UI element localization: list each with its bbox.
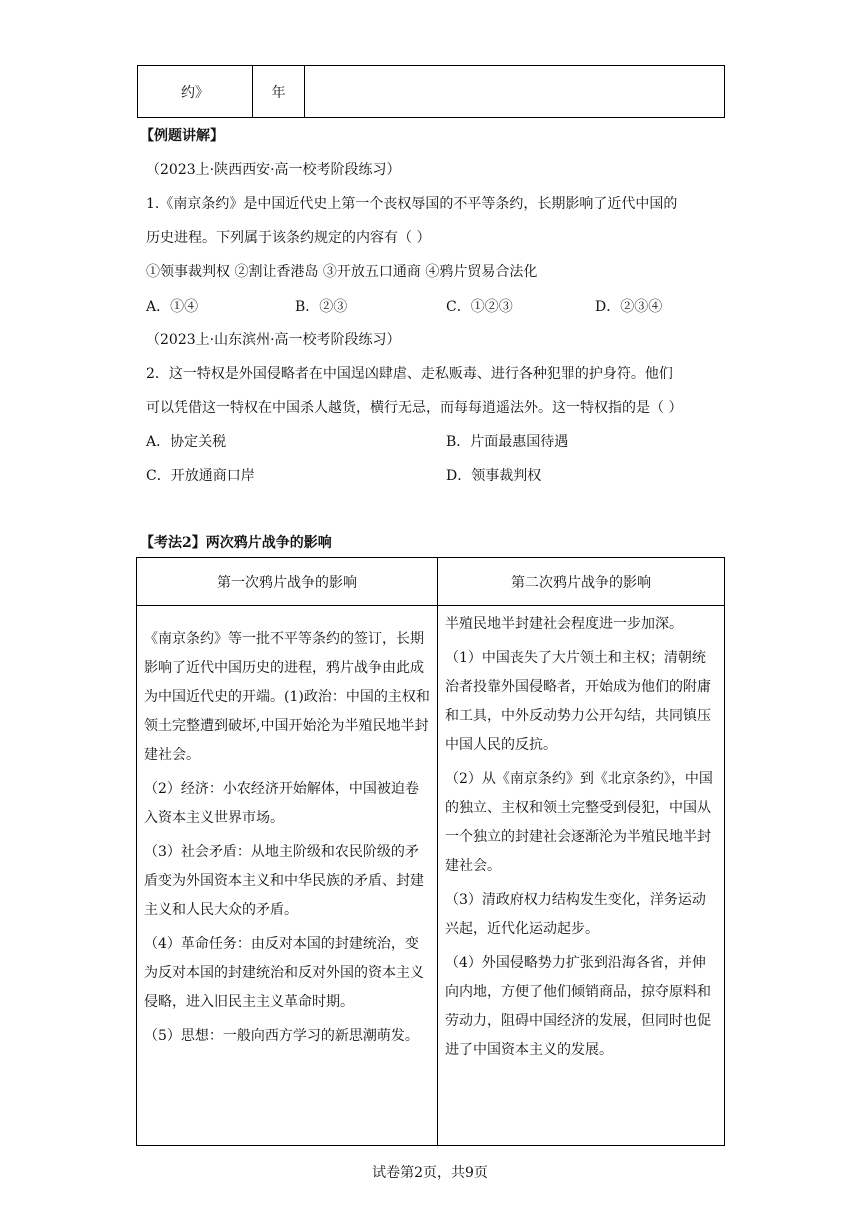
col2-paragraph: （1）中国丧失了大片领土和主权；清朝统治者投靠外国侵略者，开始成为他们的附庸和工具，中外反动势力公开勾结，共同镇压中国人民的反抗。 <box>445 650 711 753</box>
q2-option-c: C．开放通商口岸 <box>146 468 255 484</box>
top-table-cell-2: 年 <box>253 66 305 118</box>
section2-heading: 【考法2】两次鸦片战争的影响 <box>140 535 332 551</box>
col1-paragraph: （3）社会矛盾：从地主阶级和农民阶级的矛盾变为外国资本主义和中华民族的矛盾、封建主义和人民大众的矛盾。 <box>144 844 424 918</box>
col1-header: 第一次鸦片战争的影响 <box>137 558 438 606</box>
top-table-fragment <box>137 65 725 118</box>
page-footer: 试卷第2页，共9页 <box>372 1165 488 1181</box>
col2-header: 第二次鸦片战争的影响 <box>438 558 725 606</box>
q1-source: （2023上·陕西西安·高一校考阶段练习） <box>146 162 401 178</box>
q2-option-a: A．协定关税 <box>146 434 227 450</box>
q2-source: （2023上·山东滨州·高一校考阶段练习） <box>146 332 401 348</box>
q1-items: ①领事裁判权 ②割让香港岛 ③开放五口通商 ④鸦片贸易合法化 <box>146 264 538 280</box>
col1-paragraph: （5）思想：一般向西方学习的新思潮萌发。 <box>144 1028 419 1044</box>
col2-paragraph: （2）从《南京条约》到《北京条约》，中国的独立、主权和领土完整受到侵犯，中国从一个独立的封建社会逐渐沦为半殖民地半封建社会。 <box>445 771 713 874</box>
col2-paragraph: （4）外国侵略势力扩张到沿海各省，并伸向内地，方便了他们倾销商品，掠夺原料和劳动力，阻碍中国经济的发展，但同时也促进了中国资本主义的发展。 <box>445 955 711 1058</box>
q2-option-b: B．片面最惠国待遇 <box>446 434 569 450</box>
q1-option-a: A．①④ <box>146 299 199 315</box>
q1-text-line-2: 历史进程。下列属于该条约规定的内容有（ ） <box>146 230 431 246</box>
q1-text-line-1: 1.《南京条约》是中国近代史上第一个丧权辱国的不平等条约，长期影响了近代中国的 <box>146 196 678 212</box>
col2-paragraph: （3）清政府权力结构发生变化，洋务运动兴起，近代化运动起步。 <box>445 892 706 937</box>
q1-option-d: D．②③④ <box>595 299 663 315</box>
q1-option-c: C．①②③ <box>446 299 513 315</box>
col2-content <box>438 606 725 1146</box>
col1-content <box>137 606 438 1146</box>
col1-paragraph: （2）经济：小农经济开始解体，中国被迫卷入资本主义世界市场。 <box>144 781 419 826</box>
top-table-cell-1: 约》 <box>138 66 253 118</box>
col1-paragraph: （4）革命任务：由反对本国的封建统治，变为反对本国的封建统治和反对外国的资本主义侵略，进入旧民主主义革命时期。 <box>144 936 424 1010</box>
top-table-cell-3 <box>305 66 725 118</box>
example-heading: 【例题讲解】 <box>140 128 224 144</box>
col2-paragraph: 半殖民地半封建社会程度进一步加深。 <box>445 616 683 632</box>
q2-text-line-2: 可以凭借这一特权在中国杀人越货，横行无忌，而每每逍遥法外。这一特权指的是（ ） <box>146 400 683 416</box>
comparison-table <box>136 557 725 1146</box>
q1-option-b: B．②③ <box>295 299 348 315</box>
q2-option-d: D．领事裁判权 <box>446 468 542 484</box>
col1-paragraph: 《南京条约》等一批不平等条约的签订，长期影响了近代中国历史的进程，鸦片战争由此成为中国近代史的开端。(1)政治：中国的主权和领土完整遭到破坏,中国开始沦为半殖民地半封建社会。 <box>144 631 430 763</box>
q2-text-line-1: 2．这一特权是外国侵略者在中国逞凶肆虐、走私贩毒、进行各种犯罪的护身符。他们 <box>146 366 673 382</box>
